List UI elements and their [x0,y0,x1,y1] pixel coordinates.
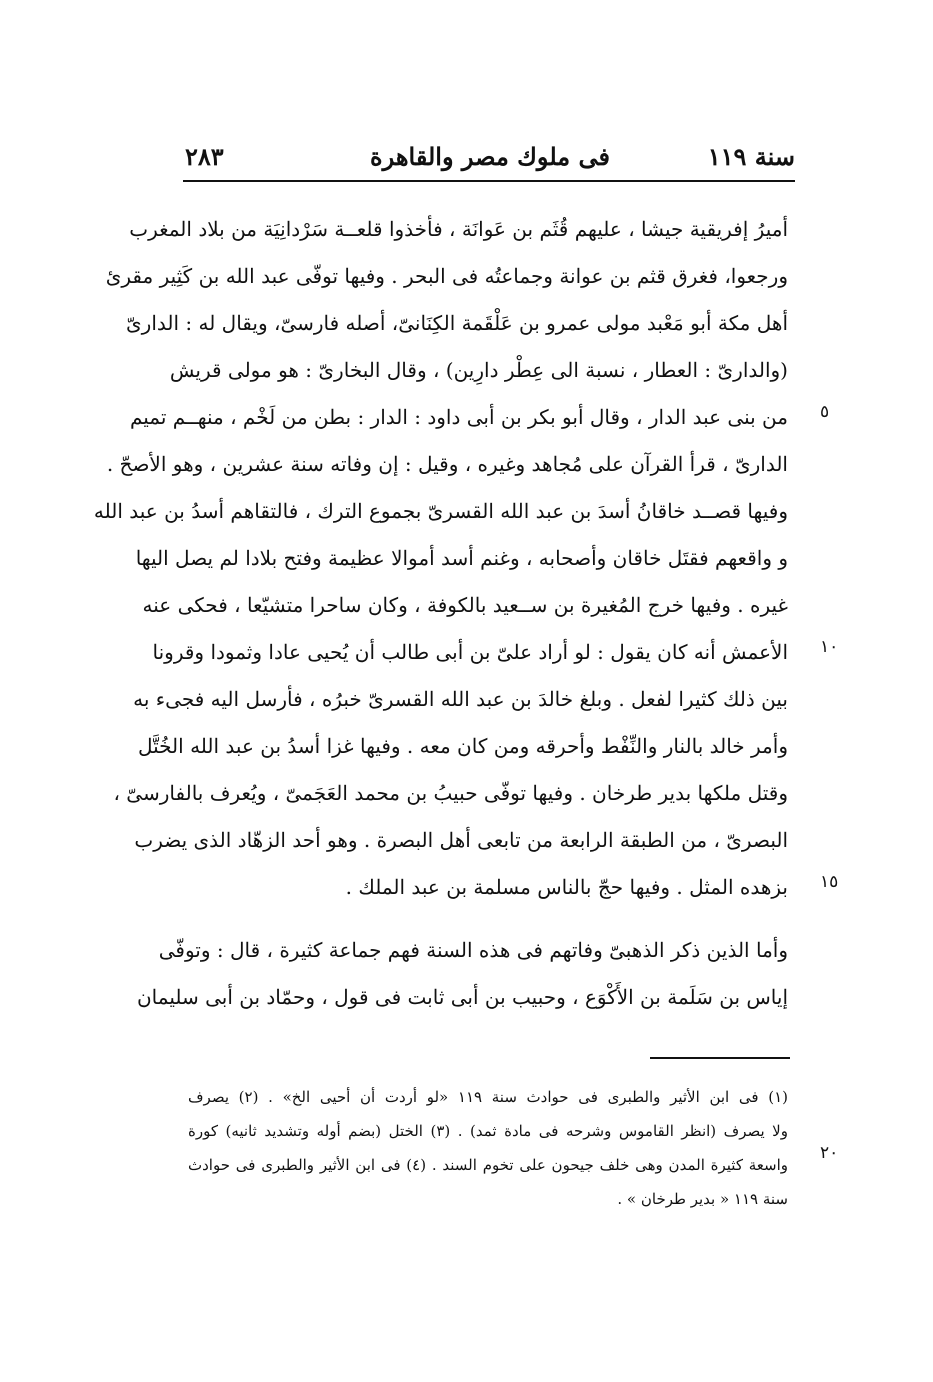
text-line: وقتل ملكها بدير طرخان . وفيها توفّى حبيبُ بن محمد العَجَمىّ ، ويُعرف بالفارسىّ ، [113,781,788,805]
footnotes [188,1080,788,1216]
text-line: بين ذلك كثيرا لفعل . وبلغ خالدَ بن عبد الله القسرىّ خبرُه ، فأرسل اليه فجىء به [133,687,788,711]
text-line: ورجعوا، فغرق قثم بن عوانة وجماعتُه فى البحر . وفيها توفّى عبد الله بن كَثِير مقرئ [105,264,788,288]
text-line: من بنى عبد الدار ، وقال أبو بكر بن أبى داود : الدار : بطن من لَخْم ، منهــم تميم [129,405,788,429]
text-line: الأعمش أنه كان يقول : لو أراد علىّ بن أبى طالب أن يُحيى عادا وثمودا وقرونا [152,640,788,664]
text-line: وفيها قصــد خاقانُ أسدَ بن عبد الله القسرىّ بجموع الترك ، فالتقاهم أسدُ بن عبد الله [93,499,788,523]
footnote-rule [650,1057,790,1059]
text-line: وأمر خالد بالنار والنِّفْط وأحرقه ومن كان معه . وفيها غزا أسدُ بن عبد الله الخُتَّل [137,734,788,758]
footnote-line: واسعة كثيرة المدن وهى خلف جيحون على تخوم السند . (٤) فى ابن الأثير والطبرى فى حوادث [188,1156,789,1174]
text-line: أميرُ إفريقية جيشا ، عليهم قُثَم بن عَوانَة ، فأخذوا قلعــة سَرْدانِيَة من بلاد المغرب [129,217,788,241]
line-number-10: ١٠ [820,637,839,657]
footnote-line: سنة ١١٩ « بدير طرخان » . [617,1190,788,1208]
text-line: و واقعهم فقتَل خاقان وأصحابه ، وغنم أسد أموالا عظيمة وفتح بلادا لم يصل اليها [135,546,788,570]
text-line: (والدارىّ : العطار ، نسبة الى عِطْر دارِين) ، وقال البخارىّ : هو مولى قريش [169,358,788,382]
line-number-15: ١٥ [820,872,839,892]
running-head-title: فى ملوك مصر والقاهرة [370,142,610,171]
text-line: بزهده المثل . وفيها حجّ بالناس مسلمة بن عبد الملك . [345,875,788,899]
footnote-line: (١) فى ابن الأثير والطبرى فى حوادث سنة ١١٩ «لو أردت أن أحيى الخ» . (٢) يصرف [188,1088,788,1106]
text-line: أهل مكة أبو مَعْبد مولى عمرو بن عَلْقَمة الكِنَانىّ، أصله فارسىّ، ويقال له : الدارىّ [126,311,788,335]
text-line: وأما الذين ذكر الذهبىّ وفاتهم فى هذه السنة فهم جماعة كثيرة ، قال : وتوفّى [158,938,788,962]
running-head [185,138,795,178]
text-line: إياس بن سَلَمة بن الأَكْوَع ، وحبيب بن أبى ثابت فى قول ، وحمّاد بن أبى سليمان [136,985,788,1009]
main-text [93,206,788,1021]
header-rule [183,180,795,182]
line-number-20: ٢٠ [820,1143,839,1163]
line-number-5: ٥ [820,402,830,422]
page-number: ٢٨٣ [185,142,224,171]
text-line: غيره . وفيها خرج المُغيرة بن ســعيد بالكوفة ، وكان ساحرا متشيّعا ، فحكى عنه [142,593,788,617]
footnote-line: ولا يصرف (انظر القاموس وشرحه فى مادة ثمد) . (٣) الختل (بضم أوله وتشديد ثانيه) كورة [188,1122,788,1140]
running-head-year: سنة ١١٩ [707,142,795,171]
text-line: البصرىّ ، من الطبقة الرابعة من تابعى أهل البصرة . وهو أحد الزهّاد الذى يضرب [134,828,788,852]
text-line: الدارىّ ، قرأ القرآن على مُجاهد وغيره ، وقيل : إن وفاته سنة عشرين ، وهو الأصحّ . [106,452,788,476]
paragraph-gap [188,911,788,927]
